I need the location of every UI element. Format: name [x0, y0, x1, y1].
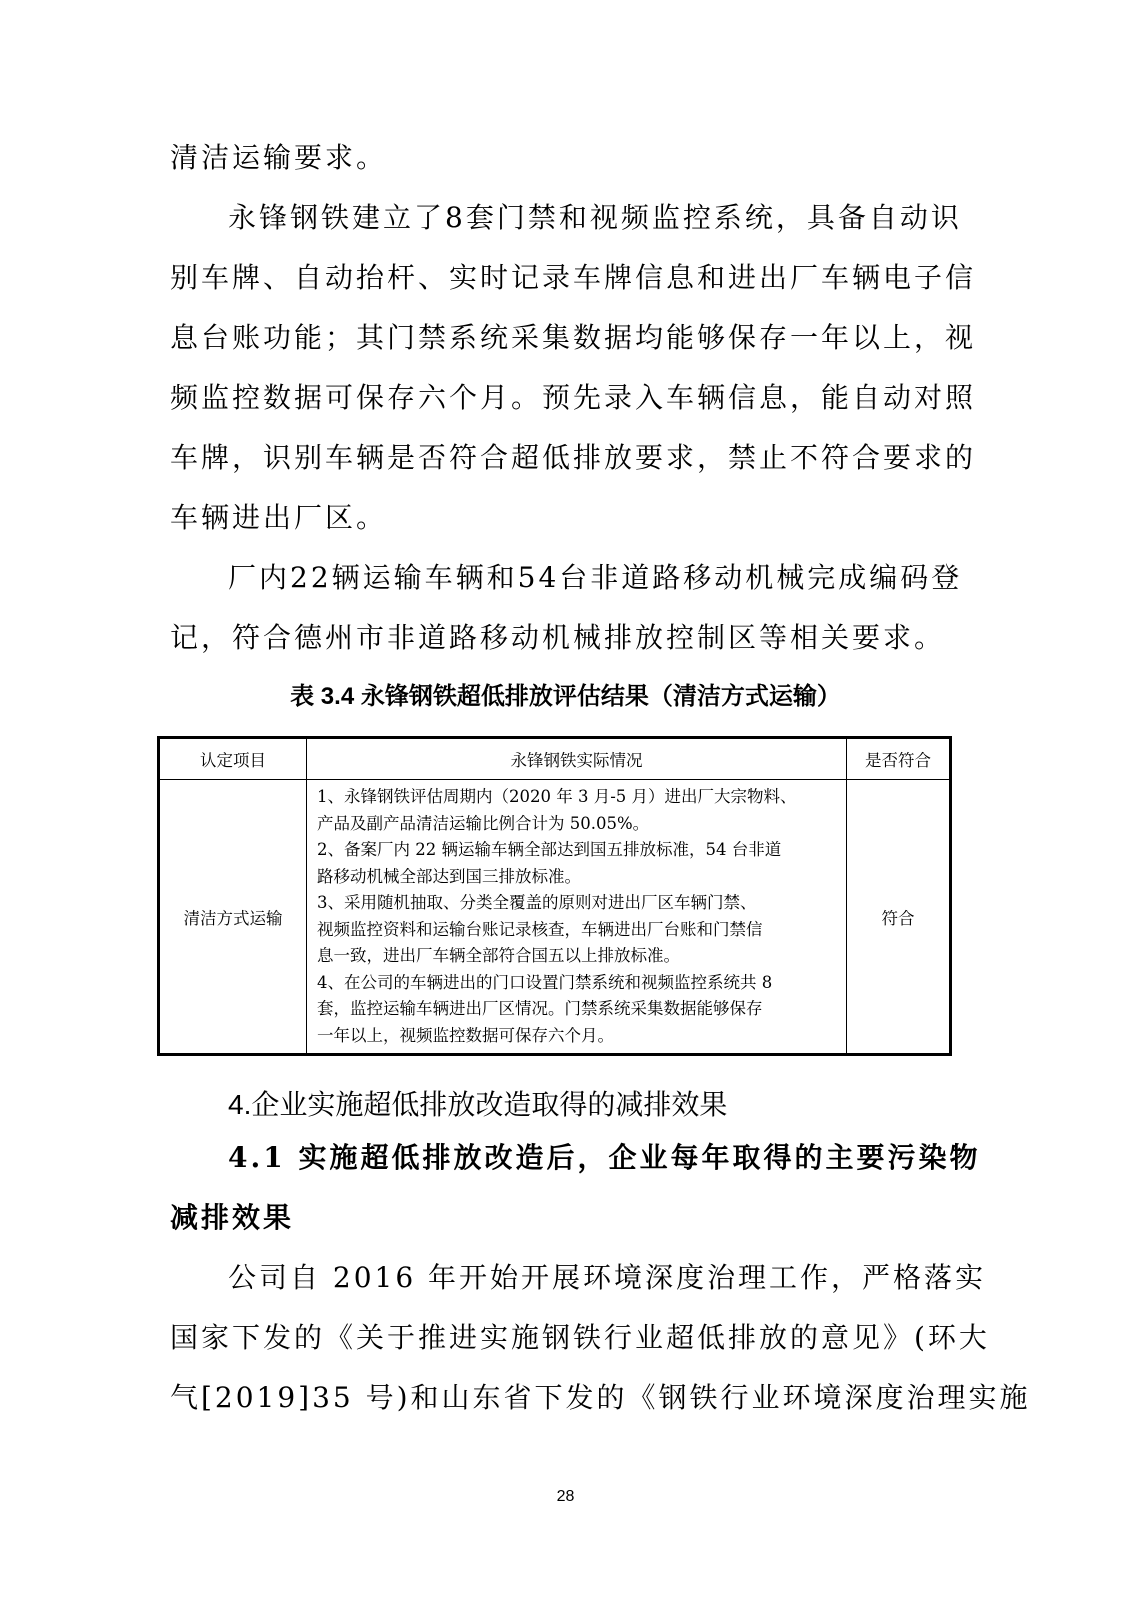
cell-line: 2、备案厂内 22 辆运输车辆全部达到国五排放标准，54 台非道 — [317, 840, 782, 859]
cell-line: 3、采用随机抽取、分类全覆盖的原则对进出厂区车辆门禁、 — [317, 893, 757, 912]
subsection-heading: 4.1 实施超低排放改造后，企业每年取得的主要污染物 — [228, 1141, 981, 1174]
paragraph-line: 车辆进出厂区。 — [170, 501, 388, 534]
cell-result: 符合 — [847, 780, 951, 1055]
table-caption: 表 3.4 永锋钢铁超低排放评估结果（清洁方式运输） — [290, 683, 841, 710]
paragraph-line: 息台账功能；其门禁系统采集数据均能够保存一年以上，视 — [170, 321, 977, 354]
cell-line: 套，监控运输车辆进出厂区情况。门禁系统采集数据能够保存 — [317, 999, 763, 1018]
header-compliance: 是否符合 — [847, 738, 951, 780]
cell-line: 视频监控资料和运输台账记录核查，车辆进出厂台账和门禁信 — [317, 919, 763, 939]
evaluation-table — [157, 736, 952, 1056]
cell-line: 1、永锋钢铁评估周期内（2020 年 3 月-5 月）进出厂大宗物料、 — [317, 787, 797, 806]
paragraph-line: 永锋钢铁建立了8套门禁和视频监控系统，具备自动识 — [228, 201, 962, 234]
page-number: 28 — [556, 1488, 575, 1505]
paragraph-line: 气[2019]35 号)和山东省下发的《钢铁行业环境深度治理实施 — [170, 1381, 1031, 1414]
section-heading: 4.企业实施超低排放改造取得的减排效果 — [228, 1089, 728, 1120]
cell-line: 4、在公司的车辆进出的门口设置门禁系统和视频监控系统共 8 — [317, 972, 773, 992]
paragraph-line: 记，符合德州市非道路移动机械排放控制区等相关要求。 — [170, 621, 946, 654]
cell-line: 息一致，进出厂车辆全部符合国五以上排放标准。 — [317, 946, 680, 965]
cell-actual — [307, 780, 847, 1055]
paragraph-line: 厂内22辆运输车辆和54台非道路移动机械完成编码登 — [228, 561, 963, 594]
paragraph-line: 别车牌、自动抬杆、实时记录车牌信息和进出厂车辆电子信 — [170, 261, 977, 294]
header-actual: 永锋钢铁实际情况 — [307, 738, 847, 780]
table-row — [159, 780, 951, 1055]
paragraph-line: 车牌，识别车辆是否符合超低排放要求，禁止不符合要求的 — [170, 441, 977, 474]
subsection-heading-continued: 减排效果 — [170, 1201, 295, 1234]
paragraph-line: 国家下发的《关于推进实施钢铁行业超低排放的意见》(环大 — [170, 1321, 990, 1354]
cell-line: 一年以上，视频监控数据可保存六个月。 — [317, 1025, 614, 1045]
cell-line: 路移动机械全部达到国三排放标准。 — [317, 866, 581, 886]
cell-item: 清洁方式运输 — [159, 780, 307, 1055]
paragraph-line: 清洁运输要求。 — [170, 141, 388, 174]
paragraph-line: 公司自 2016 年开始开展环境深度治理工作，严格落实 — [228, 1261, 987, 1294]
cell-line: 产品及副产品清洁运输比例合计为 50.05%。 — [317, 813, 650, 833]
header-item: 认定项目 — [159, 738, 307, 780]
table-header-row — [159, 738, 951, 780]
paragraph-line: 频监控数据可保存六个月。预先录入车辆信息，能自动对照 — [170, 381, 977, 414]
